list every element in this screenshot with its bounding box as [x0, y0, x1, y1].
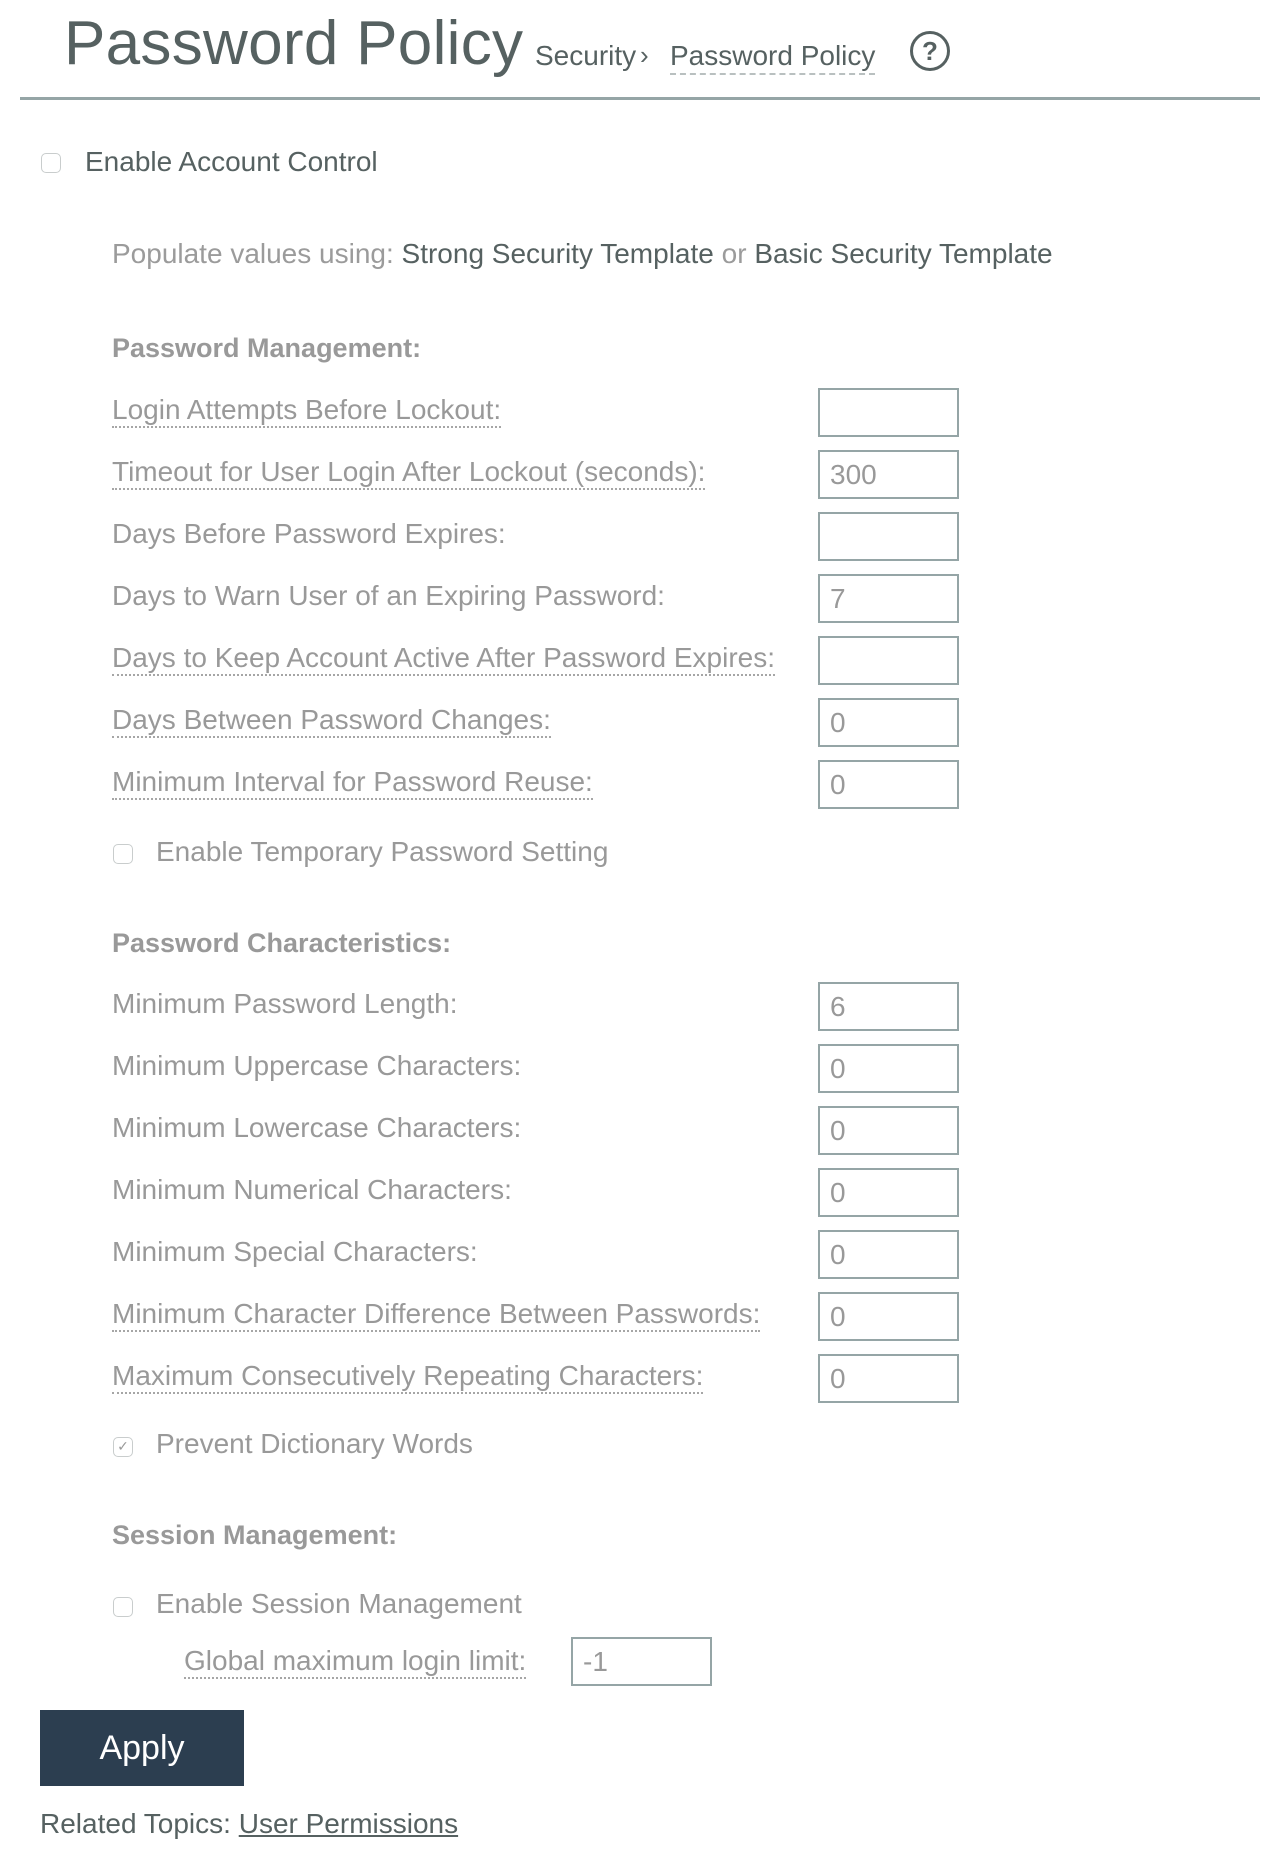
temp-password-checkbox[interactable]	[113, 844, 133, 864]
global-login-limit-input[interactable]	[571, 1637, 712, 1686]
session-management-heading: Session Management:	[112, 1520, 398, 1550]
password-characteristics-field-label: Minimum Special Characters:	[112, 1236, 478, 1267]
password-characteristics-field-input[interactable]	[818, 1230, 959, 1279]
password-characteristics-field-input[interactable]	[818, 1168, 959, 1217]
populate-or: or	[721, 238, 747, 269]
password-management-field-label: Login Attempts Before Lockout:	[112, 394, 501, 428]
prevent-dictionary-checkbox[interactable]: ✓	[113, 1437, 133, 1457]
populate-templates-line	[112, 238, 1053, 270]
password-management-field-input[interactable]	[818, 760, 959, 809]
password-management-field-label: Days to Keep Account Active After Password Expires:	[112, 642, 775, 676]
password-characteristics-heading: Password Characteristics:	[112, 928, 452, 958]
help-icon[interactable]: ?	[910, 31, 950, 71]
password-management-field-label: Days Between Password Changes:	[112, 704, 551, 738]
password-management-heading: Password Management:	[112, 333, 422, 363]
enable-account-control-checkbox[interactable]	[41, 153, 61, 173]
password-characteristics-field-label: Minimum Numerical Characters:	[112, 1174, 512, 1205]
password-management-field-input[interactable]	[818, 388, 959, 437]
breadcrumb-security[interactable]: Security	[535, 40, 637, 71]
related-topics	[40, 1808, 458, 1840]
enable-account-control-label[interactable]: Enable Account Control	[85, 146, 378, 177]
password-management-field-label: Timeout for User Login After Lockout (seconds):	[112, 456, 705, 490]
password-management-field-input[interactable]	[818, 512, 959, 561]
related-topics-prefix: Related Topics:	[40, 1808, 231, 1839]
password-characteristics-field-label: Minimum Character Difference Between Passwords:	[112, 1298, 760, 1332]
password-characteristics-field-input[interactable]	[818, 982, 959, 1031]
prevent-dictionary-label[interactable]: Prevent Dictionary Words	[156, 1428, 473, 1459]
chevron-right-icon: ›	[640, 40, 649, 70]
password-characteristics-field-input[interactable]	[818, 1044, 959, 1093]
password-characteristics-field-label: Minimum Uppercase Characters:	[112, 1050, 522, 1081]
header-divider	[20, 97, 1260, 100]
page-title: Password Policy	[64, 9, 524, 78]
user-permissions-link[interactable]: User Permissions	[238, 1808, 459, 1839]
enable-session-management-checkbox[interactable]	[113, 1597, 133, 1617]
apply-button[interactable]: Apply	[40, 1710, 244, 1786]
password-characteristics-field-input[interactable]	[818, 1106, 959, 1155]
password-characteristics-field-input[interactable]	[818, 1292, 959, 1341]
password-characteristics-field-input[interactable]	[818, 1354, 959, 1403]
basic-security-template-link[interactable]: Basic Security Template	[754, 238, 1053, 269]
password-management-field-label: Days to Warn User of an Expiring Password:	[112, 580, 665, 611]
password-management-field-label: Minimum Interval for Password Reuse:	[112, 766, 593, 800]
password-characteristics-field-label: Maximum Consecutively Repeating Characters:	[112, 1360, 703, 1394]
password-management-field-input[interactable]	[818, 450, 959, 499]
password-management-field-label: Days Before Password Expires:	[112, 518, 506, 549]
password-characteristics-field-label: Minimum Password Length:	[112, 988, 458, 1019]
password-management-field-input[interactable]	[818, 574, 959, 623]
password-management-field-input[interactable]	[818, 636, 959, 685]
enable-session-management-label[interactable]: Enable Session Management	[156, 1588, 522, 1619]
global-login-limit-label: Global maximum login limit:	[184, 1645, 526, 1679]
strong-security-template-link[interactable]: Strong Security Template	[401, 238, 714, 269]
password-management-field-input[interactable]	[818, 698, 959, 747]
breadcrumb-password-policy[interactable]: Password Policy	[670, 40, 875, 75]
populate-prefix: Populate values using:	[112, 238, 394, 269]
password-characteristics-field-label: Minimum Lowercase Characters:	[112, 1112, 522, 1143]
temp-password-label[interactable]: Enable Temporary Password Setting	[156, 836, 609, 867]
